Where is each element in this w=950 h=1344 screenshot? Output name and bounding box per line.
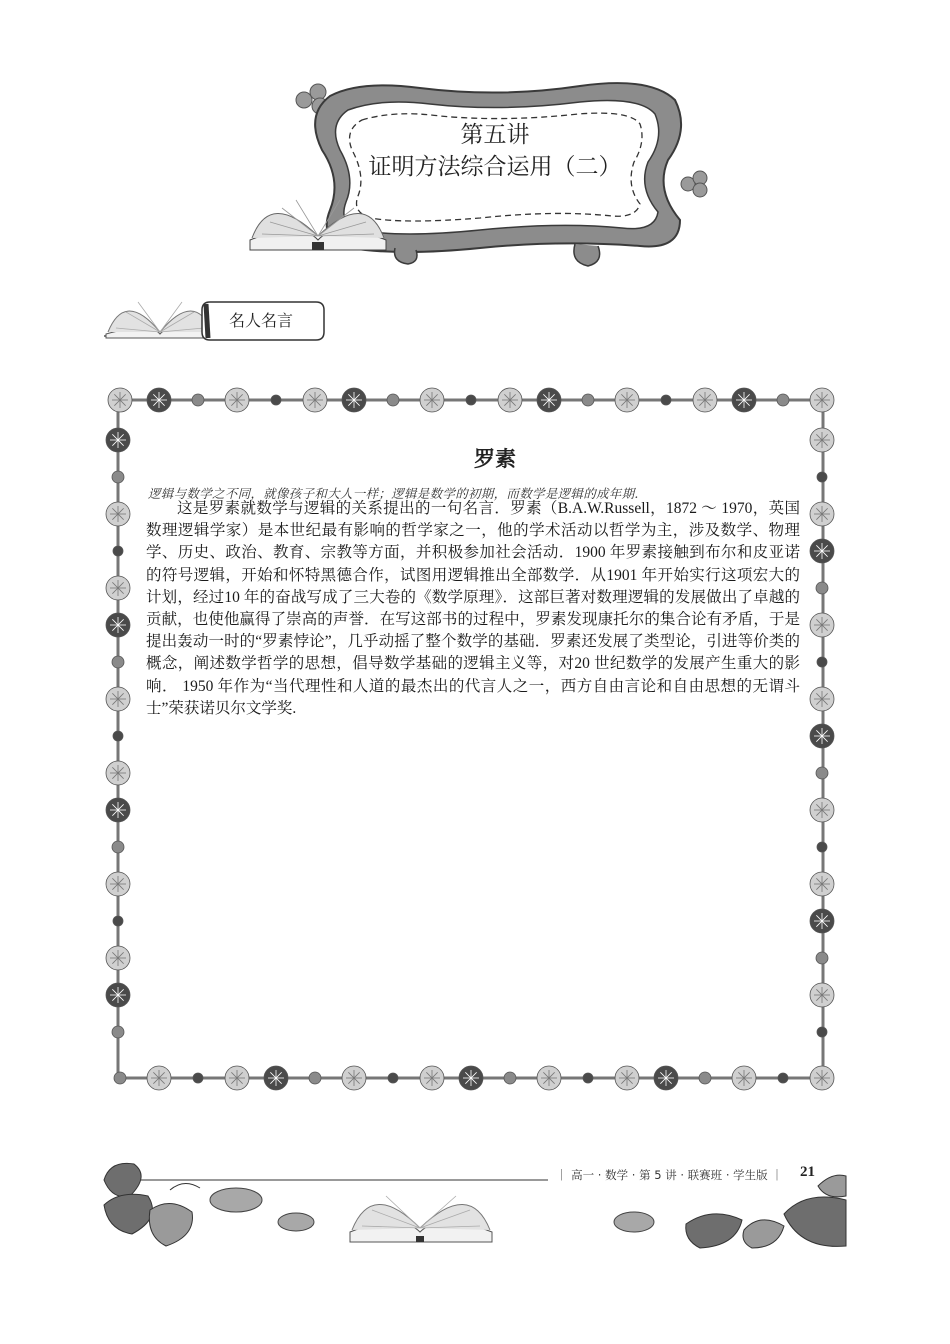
frame-bead-icon — [817, 657, 827, 667]
frame-bead-icon — [387, 394, 399, 406]
frame-bead-icon — [193, 1073, 203, 1083]
frame-bead-icon — [816, 582, 828, 594]
frame-bead-icon — [466, 395, 476, 405]
frame-bead-icon — [112, 841, 124, 853]
frame-bead-icon — [699, 1072, 711, 1084]
frame-bead-icon — [309, 1072, 321, 1084]
frame-bead-icon — [817, 842, 827, 852]
frame-bead-icon — [816, 767, 828, 779]
lecture-number: 第五讲 — [460, 122, 530, 148]
frame-bead-icon — [816, 952, 828, 964]
frame-bead-icon — [817, 1027, 827, 1037]
open-book-icon — [106, 302, 214, 338]
running-title: ｜ 高一 · 数学 · 第 5 讲 · 联赛班 · 学生版 ｜ — [556, 1168, 783, 1182]
section-label: 名人名言 — [228, 311, 293, 330]
page-number: 21 — [800, 1164, 815, 1180]
frame-bead-icon — [113, 546, 123, 556]
frame-bead-icon — [817, 472, 827, 482]
frame-bead-icon — [113, 916, 123, 926]
frame-bead-icon — [778, 1073, 788, 1083]
frame-bead-icon — [114, 1072, 126, 1084]
frame-bead-icon — [777, 394, 789, 406]
leaf-icon — [104, 1163, 200, 1246]
frame-bead-icon — [192, 394, 204, 406]
frame-bead-icon — [583, 1073, 593, 1083]
frame-bead-icon — [504, 1072, 516, 1084]
frame-bead-icon — [112, 1026, 124, 1038]
frame-bead-icon — [112, 656, 124, 668]
famous-quote: 逻辑与数学之不同，就像孩子和大人一样；逻辑是数学的初期，而数学是逻辑的成年期. — [148, 486, 639, 501]
biography-paragraph: 这是罗素就数学与逻辑的关系提出的一句名言．罗素（B.A.W.Russell，1872 ～ 1970，英国数理逻辑学家）是本世纪最有影响的哲学家之一，他的学术活动以哲学为主，涉及数学、物理学、历史、政治、教育、宗教等方面，并积极参加社会活动．1900 年罗素接触到布尔和皮亚诺的符号逻辑，开始和怀特黑德合作，试图用逻辑推出全部数学．从1901 年开始实行这项宏大的计划，经过10 年的奋战写成了三大卷的《数学原理》．这部巨著对数理逻辑的发展做出了卓越的贡献，也使他赢得了崇高的声誉．在写这部书的过程中，罗素发现康托尔的集合论有矛盾，于是提出轰动一时的“罗素悖论”，几乎动摇了整个数学的基础．罗素还发展了类型论，引进等价类的概念，阐述数学哲学的思想，倡导数学基础的逻辑主义等，对20 世纪数学的发展产生重大的影响． 1950 年作为“当代理性和人道的最杰出的代言人之一，西方自由言论和自由思想的无谓斗士”荣获诺贝尔文学奖. — [146, 500, 800, 717]
frame-bead-icon — [271, 395, 281, 405]
leaf-icon — [686, 1175, 846, 1248]
open-book-icon — [350, 1196, 492, 1242]
frame-bead-icon — [582, 394, 594, 406]
lecture-title: 证明方法综合运用（二） — [368, 154, 622, 180]
person-name: 罗素 — [474, 447, 516, 471]
frame-bead-icon — [661, 395, 671, 405]
frame-bead-icon — [113, 731, 123, 741]
frame-bead-icon — [388, 1073, 398, 1083]
